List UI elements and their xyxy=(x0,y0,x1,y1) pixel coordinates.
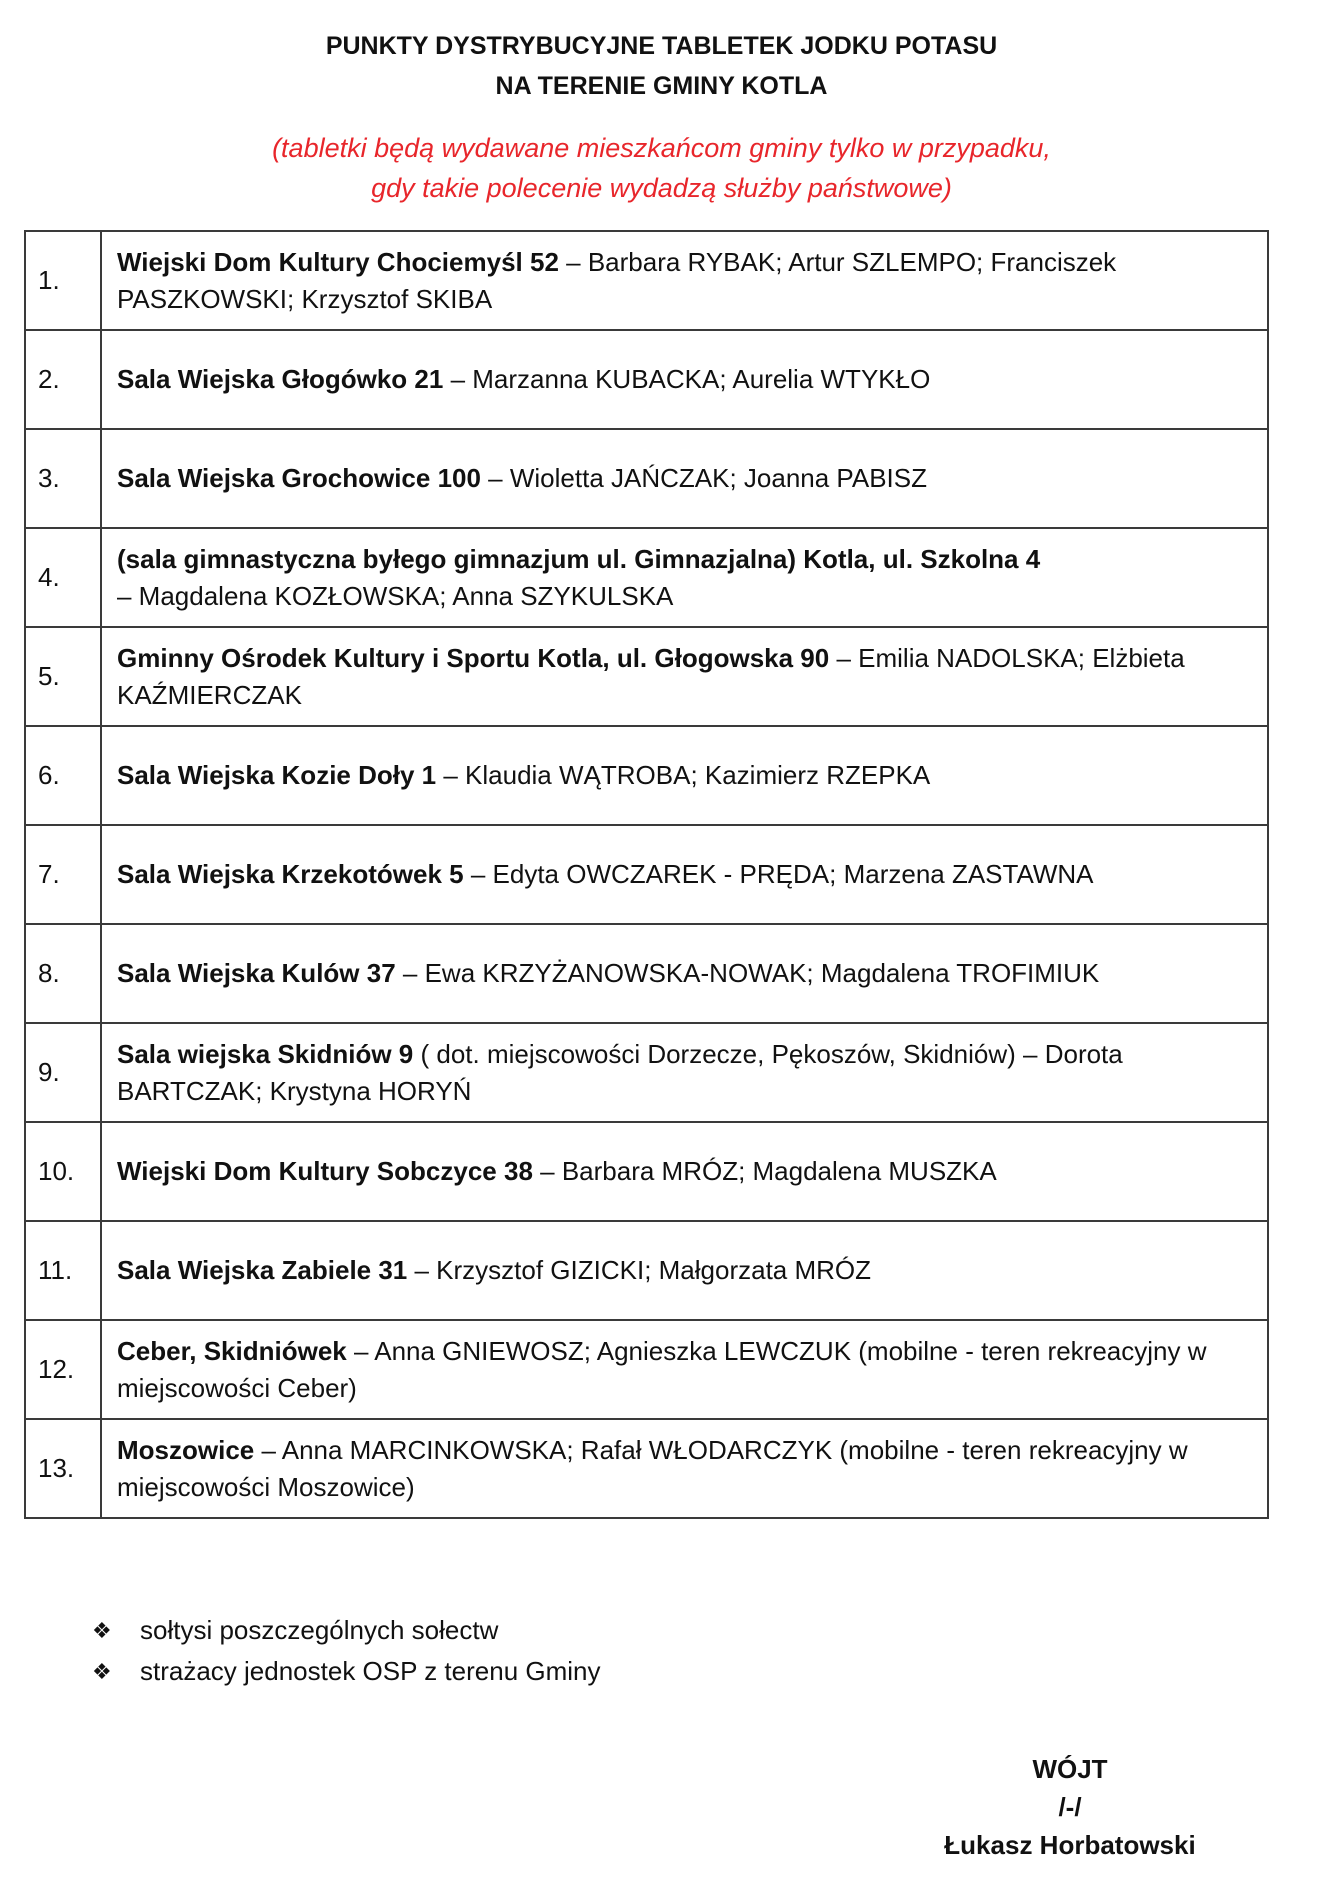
place-name: Sala Wiejska Krzekotówek 5 xyxy=(117,859,464,889)
row-number: 10. xyxy=(25,1122,101,1221)
row-number: 11. xyxy=(25,1221,101,1320)
row-number: 12. xyxy=(25,1320,101,1419)
distribution-points-table xyxy=(24,230,1269,1519)
row-number: 2. xyxy=(25,330,101,429)
document-title-line-2: NA TERENIE GMINY KOTLA xyxy=(495,72,828,100)
place-name: Sala wiejska Skidniów 9 xyxy=(117,1038,414,1069)
persons-list: – Wioletta JAŃCZAK; Joanna PABISZ xyxy=(480,463,927,493)
row-number: 4. xyxy=(25,528,101,627)
table-row xyxy=(25,330,1268,429)
row-number: 13. xyxy=(25,1419,101,1518)
table-row xyxy=(25,924,1268,1023)
row-description xyxy=(101,1419,1268,1518)
row-description xyxy=(101,528,1268,627)
document-title-line-1: PUNKTY DYSTRYBUCYJNE TABLETEK JODKU POTASU xyxy=(325,32,998,60)
table-row xyxy=(25,627,1268,726)
row-description xyxy=(101,627,1268,726)
row-description xyxy=(101,1122,1268,1221)
place-name: Sala Wiejska Kulów 37 xyxy=(117,958,396,988)
table-row xyxy=(25,429,1268,528)
row-description xyxy=(101,726,1268,825)
row-number: 6. xyxy=(25,726,101,825)
row-description xyxy=(101,1023,1268,1122)
row-description xyxy=(101,825,1268,924)
place-name: Wiejski Dom Kultury Chociemyśl 52 xyxy=(117,246,559,277)
table-row xyxy=(25,1122,1268,1221)
row-description xyxy=(101,231,1268,330)
table-row xyxy=(25,1023,1268,1122)
persons-list: – Magdalena KOZŁOWSKA; Anna SZYKULSKA xyxy=(117,580,674,611)
persons-list: – Anna MARCINKOWSKA; Rafał WŁODARCZYK (mobilne - teren rekreacyjny w miejscowości Moszowice) xyxy=(117,1434,1188,1502)
row-description xyxy=(101,429,1268,528)
signature-mark: /-/ xyxy=(1058,1792,1082,1822)
list-item xyxy=(92,1610,601,1651)
row-description xyxy=(101,1320,1268,1419)
table-row xyxy=(25,1320,1268,1419)
persons-list: – Klaudia WĄTROBA; Kazimierz RZEPKA xyxy=(436,760,931,790)
place-name: Moszowice xyxy=(117,1434,255,1465)
document-note-line-2: gdy takie polecenie wydadzą służby państwowe) xyxy=(371,173,952,203)
row-description xyxy=(101,1221,1268,1320)
table-row xyxy=(25,825,1268,924)
persons-list: – Edyta OWCZAREK - PRĘDA; Marzena ZASTAWNA xyxy=(463,859,1094,889)
persons-list: – Barbara MRÓZ; Magdalena MUSZKA xyxy=(532,1156,997,1186)
table-row xyxy=(25,1221,1268,1320)
row-number: 1. xyxy=(25,231,101,330)
place-name: Gminny Ośrodek Kultury i Sportu Kotla, ul. Głogowska 90 xyxy=(117,642,830,673)
persons-list: – Anna GNIEWOSZ; Agnieszka LEWCZUK (mobilne - teren rekreacyjny w miejscowości Ceber) xyxy=(117,1335,1207,1403)
diamond-bullet-icon: ❖ xyxy=(92,1659,112,1684)
place-name: Wiejski Dom Kultury Sobczyce 38 xyxy=(117,1156,533,1186)
list-item-text: strażacy jednostek OSP z terenu Gminy xyxy=(140,1656,601,1686)
table-row xyxy=(25,231,1268,330)
place-name: Sala Wiejska Zabiele 31 xyxy=(117,1255,408,1285)
additional-distributors-list xyxy=(92,1610,601,1692)
list-item-text: sołtysi poszczególnych sołectw xyxy=(140,1615,499,1645)
place-name: Sala Wiejska Grochowice 100 xyxy=(117,463,481,493)
signature-role: WÓJT xyxy=(1032,1754,1108,1784)
persons-list: – Emilia NADOLSKA; Elżbieta KAŹMIERCZAK xyxy=(117,642,1185,710)
signature-name: Łukasz Horbatowski xyxy=(944,1830,1196,1860)
place-name: Sala Wiejska Głogówko 21 xyxy=(117,364,444,394)
document-note-line-1: (tabletki będą wydawane mieszkańcom gminy tylko w przypadku, xyxy=(272,133,1051,163)
row-description xyxy=(101,330,1268,429)
place-name: Sala Wiejska Kozie Doły 1 xyxy=(117,760,437,790)
table-row xyxy=(25,726,1268,825)
row-number: 8. xyxy=(25,924,101,1023)
row-number: 9. xyxy=(25,1023,101,1122)
persons-list: – Barbara RYBAK; Artur SZLEMPO; Franciszek PASZKOWSKI; Krzysztof SKIBA xyxy=(117,246,1117,314)
persons-list: – Ewa KRZYŻANOWSKA-NOWAK; Magdalena TROFIMIUK xyxy=(395,958,1100,988)
place-name: (sala gimnastyczna byłego gimnazjum ul. Gimnazjalna) Kotla, ul. Szkolna 4 xyxy=(117,543,1041,574)
persons-list: ( dot. miejscowości Dorzecze, Pękoszów, Skidniów) – Dorota BARTCZAK; Krystyna HORYŃ xyxy=(117,1038,1123,1106)
diamond-bullet-icon: ❖ xyxy=(92,1618,112,1643)
place-name: Ceber, Skidniówek xyxy=(117,1335,347,1366)
table-row xyxy=(25,528,1268,627)
persons-list: – Krzysztof GIZICKI; Małgorzata MRÓZ xyxy=(407,1255,872,1285)
row-number: 7. xyxy=(25,825,101,924)
row-description xyxy=(101,924,1268,1023)
row-number: 3. xyxy=(25,429,101,528)
signature-block xyxy=(920,1750,1220,1864)
table-row xyxy=(25,1419,1268,1518)
persons-list: – Marzanna KUBACKA; Aurelia WTYKŁO xyxy=(443,364,931,394)
list-item xyxy=(92,1651,601,1692)
row-number: 5. xyxy=(25,627,101,726)
